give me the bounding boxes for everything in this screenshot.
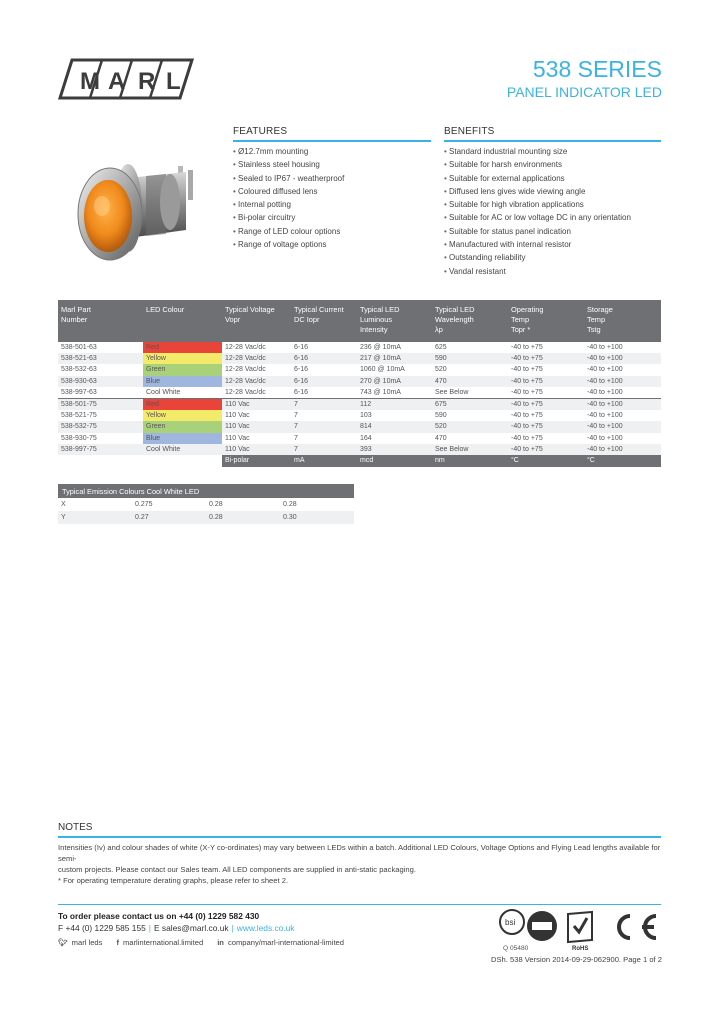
notes-title: NOTES	[58, 822, 93, 833]
features-list	[233, 145, 433, 251]
header-line: Temp	[587, 315, 606, 324]
features-rule	[233, 140, 431, 142]
twitter-icon: 🐦︎	[58, 938, 68, 947]
cell-colour: Blue	[143, 376, 222, 387]
cell-storage: -40 to +100	[587, 366, 623, 374]
cell-voltage: 110 Vac	[225, 412, 250, 420]
iso-badge-icon	[527, 911, 557, 941]
fax-number: F +44 (0) 1229 585 155	[58, 923, 146, 933]
cell-part: 538-997-63	[61, 388, 97, 396]
cell-voltage: 12-28 Vac/dc	[225, 344, 266, 351]
logo-letter-l: L	[166, 68, 181, 95]
cell-colour: Yellow	[143, 353, 222, 364]
notes-text	[58, 842, 664, 886]
cell-voltage: 12-28 Vac/dc	[222, 353, 291, 364]
header-line: Intensity	[360, 325, 388, 334]
cell-operating: -40 to +75	[508, 376, 584, 387]
benefits-list	[444, 145, 664, 278]
cell-storage: -40 to +100	[584, 444, 661, 455]
benefits-item: • Vandal resistant	[444, 265, 664, 278]
cell-voltage: 110 Vac	[225, 434, 250, 442]
cell-colour: Green	[143, 421, 222, 432]
series-subtitle: PANEL INDICATOR LED	[506, 84, 662, 100]
notes-line: * For operating temperature derating graphs, please refer to sheet 2.	[58, 876, 289, 885]
table-row	[58, 444, 661, 455]
cell-current: 6-16	[291, 376, 357, 387]
spec-column-header	[508, 300, 584, 342]
cell-intensity: 103	[360, 412, 372, 420]
cell-voltage: 12-28 Vac/dc	[225, 366, 266, 374]
benefits-item: • Manufactured with internal resistor	[444, 238, 664, 251]
cell-voltage: 110 Vac	[222, 421, 291, 432]
benefits-item: • Suitable for harsh environments	[444, 158, 664, 171]
cell-wavelength: 675	[432, 399, 508, 411]
unit-cell: mA	[291, 455, 357, 467]
cell-voltage: 12-28 Vac/dc	[225, 388, 266, 396]
cell-part: 538-532-75	[58, 421, 143, 432]
cell-storage: -40 to +100	[587, 434, 623, 442]
header-line: Marl Part	[61, 305, 91, 314]
cell-wavelength: 470	[435, 434, 447, 442]
cell-operating: -40 to +75	[511, 412, 543, 420]
notes-line: custom projects. Please contact our Sales team. All LED components are supplied in anti-static packaging.	[58, 865, 416, 874]
header-line: Operating	[511, 305, 544, 314]
marl-logo	[58, 58, 194, 100]
features-item: • Range of LED colour options	[233, 225, 433, 238]
cell-part: 538-501-63	[61, 344, 97, 351]
cell-storage: -40 to +100	[587, 388, 623, 396]
linkedin-icon: in	[217, 938, 224, 947]
cell-colour: Blue	[143, 433, 222, 444]
header-line: Luminous	[360, 315, 393, 324]
header-line: Storage	[587, 305, 613, 314]
cell-storage: -40 to +100	[584, 376, 661, 387]
spec-body	[58, 342, 661, 467]
cell-current: 7	[291, 444, 357, 455]
cell-current: 6-16	[294, 366, 309, 374]
cell-wavelength: 625	[435, 344, 447, 351]
emission-cell: 0.28	[283, 501, 297, 508]
header-line: Topr *	[511, 325, 531, 334]
emission-cell: 0.27	[132, 511, 206, 524]
header-line: LED Colour	[146, 305, 185, 314]
cell-current: 7	[291, 399, 357, 411]
rohs-icon	[568, 912, 592, 952]
cell-intensity: 112	[357, 399, 432, 411]
cell-wavelength: See Below	[432, 444, 508, 455]
contact-rule	[58, 904, 661, 905]
unit-cell: °C	[508, 455, 584, 467]
cell-operating: -40 to +75	[508, 444, 584, 455]
table-row	[58, 342, 661, 353]
features-item: • Internal potting	[233, 198, 433, 211]
facebook-link[interactable]: f marlinternational.limited	[116, 938, 204, 947]
header-line: Typical LED	[360, 305, 400, 314]
header-line: Tstg	[587, 325, 601, 334]
svg-text:RoHS: RoHS	[572, 946, 589, 952]
spec-column-header	[222, 300, 291, 342]
benefits-title: BENEFITS	[444, 126, 495, 137]
cell-colour: Red	[143, 399, 222, 411]
units-row	[58, 455, 661, 467]
benefits-item: • Suitable for AC or low voltage DC in any orientation	[444, 211, 664, 224]
features-title: FEATURES	[233, 126, 288, 137]
document-footer: DSh. 538 Version 2014-09-29-062900. Page 1 of 2	[491, 955, 662, 964]
bsi-icon	[500, 910, 524, 934]
cell-part: 538-997-75	[58, 444, 143, 455]
table-row	[58, 498, 354, 511]
cell-wavelength: 470	[432, 376, 508, 387]
header-line: Wavelength	[435, 315, 474, 324]
cell-operating: -40 to +75	[508, 421, 584, 432]
header-line: λp	[435, 325, 443, 334]
cell-colour: Yellow	[143, 410, 222, 421]
svg-text:bsi: bsi	[505, 918, 516, 927]
spec-header-row	[58, 300, 661, 342]
cell-operating: -40 to +75	[511, 388, 543, 396]
emission-cell: Y	[58, 511, 132, 524]
product-photo	[58, 126, 218, 276]
table-row	[58, 511, 354, 524]
unit-cell: °C	[584, 455, 661, 467]
cell-current: 6-16	[294, 344, 309, 351]
cell-intensity: 393	[357, 444, 432, 455]
spec-column-header	[143, 300, 222, 342]
cell-current: 6-16	[294, 388, 309, 396]
cell-wavelength: 520	[435, 366, 447, 374]
unit-cell	[58, 455, 143, 467]
cell-storage: -40 to +100	[584, 353, 661, 364]
cell-current: 7	[291, 421, 357, 432]
cell-operating: -40 to +75	[508, 399, 584, 411]
features-item: • Range of voltage options	[233, 238, 433, 251]
cell-wavelength: See Below	[435, 388, 469, 396]
spec-table	[58, 300, 661, 467]
cell-operating: -40 to +75	[511, 344, 543, 351]
table-row	[58, 410, 661, 421]
cell-colour: Cool White	[143, 444, 222, 455]
cell-intensity: 217 @ 10mA	[357, 353, 432, 364]
cell-current: 6-16	[291, 353, 357, 364]
benefits-item: • Standard industrial mounting size	[444, 145, 664, 158]
benefits-rule	[444, 140, 661, 142]
emission-cell: 0.28	[209, 501, 223, 508]
unit-cell: mcd	[357, 455, 432, 467]
cell-operating: -40 to +75	[511, 366, 543, 374]
cell-part: 538-501-75	[58, 399, 143, 411]
cell-wavelength: 590	[432, 353, 508, 364]
emission-cell: 0.30	[280, 511, 354, 524]
header-line: Vopr	[225, 315, 241, 324]
header-line: DC Iopr	[294, 315, 320, 324]
features-item: • Stainless steel housing	[233, 158, 433, 171]
notes-line: Intensities (Iv) and colour shades of white (X-Y co-ordinates) may vary between LEDs within a batch. Additional LED Colours, Voltage Options and Flying Lead lengths available for semi-	[58, 843, 661, 863]
cell-current: 7	[294, 434, 298, 442]
series-title: 538 SERIES	[532, 56, 662, 82]
cell-part: 538-521-75	[61, 412, 97, 420]
cell-storage: -40 to +100	[587, 412, 623, 420]
cell-operating: -40 to +75	[508, 353, 584, 364]
benefits-item: • Suitable for external applications	[444, 172, 664, 185]
emission-cell: 0.275	[135, 501, 153, 508]
cell-storage: -40 to +100	[584, 421, 661, 432]
cell-operating: -40 to +75	[511, 434, 543, 442]
spec-column-header	[58, 300, 143, 342]
contact-block: To order please contact us on +44 (0) 1229 582 430 F +44 (0) 1229 585 155 | E sales@marl.co.uk | www.leds.co.uk	[58, 911, 295, 933]
cell-current: 7	[294, 412, 298, 420]
benefits-item: • Outstanding reliability	[444, 251, 664, 264]
header-line: Typical Voltage	[225, 305, 275, 314]
benefits-item: • Diffused lens gives wide viewing angle	[444, 185, 664, 198]
cert-code: Q 05480	[503, 945, 529, 952]
benefits-item: • Suitable for status panel indication	[444, 225, 664, 238]
unit-cell: nm	[432, 455, 508, 467]
cell-voltage: 110 Vac	[222, 444, 291, 455]
logo-letter-m: M	[80, 68, 100, 95]
emission-cell: X	[61, 501, 66, 508]
table-row	[58, 421, 661, 432]
cell-wavelength: 520	[432, 421, 508, 432]
benefits-item: • Suitable for high vibration applications	[444, 198, 664, 211]
cell-intensity: 270 @ 10mA	[357, 376, 432, 387]
features-item: • Bi-polar circuitry	[233, 211, 433, 224]
header-line: Temp	[511, 315, 530, 324]
unit-cell: Bi-polar	[222, 455, 291, 467]
twitter-link[interactable]: 🐦︎ marl leds	[58, 938, 103, 947]
features-item: • Sealed to IP67 - weatherproof	[233, 172, 433, 185]
cell-storage: -40 to +100	[584, 399, 661, 411]
spec-column-header	[432, 300, 508, 342]
table-row	[58, 399, 661, 411]
email-link[interactable]: E sales@marl.co.uk	[153, 923, 229, 933]
cell-colour: Green	[143, 364, 222, 375]
cell-voltage: 12-28 Vac/dc	[222, 376, 291, 387]
emission-cell: 0.28	[206, 511, 280, 524]
cell-intensity: 1060 @ 10mA	[360, 366, 405, 374]
social-links	[58, 938, 344, 947]
cell-storage: -40 to +100	[587, 344, 623, 351]
table-row	[58, 387, 661, 399]
logo-letter-r: R	[138, 68, 156, 95]
features-item: • Coloured diffused lens	[233, 185, 433, 198]
header-line: Number	[61, 315, 88, 324]
features-item: • Ø12.7mm mounting	[233, 145, 433, 158]
website-link[interactable]: www.leds.co.uk	[236, 923, 295, 933]
spec-column-header	[584, 300, 661, 342]
cell-colour: Cool White	[146, 388, 181, 396]
cell-wavelength: 590	[435, 412, 447, 420]
cell-part: 538-930-75	[61, 434, 97, 442]
unit-cell	[143, 455, 222, 467]
emission-table	[58, 484, 354, 524]
header-line: Typical LED	[435, 305, 475, 314]
facebook-icon: f	[116, 938, 119, 947]
table-row	[58, 353, 661, 364]
series-heading	[507, 56, 662, 102]
spec-column-header	[291, 300, 357, 342]
table-row	[58, 364, 661, 375]
order-line: To order please contact us on +44 (0) 1229 582 430	[58, 911, 260, 921]
cell-part: 538-532-63	[61, 366, 97, 374]
notes-rule	[58, 836, 661, 838]
cell-part: 538-930-63	[58, 376, 143, 387]
logo-letter-a: A	[108, 68, 126, 95]
cell-intensity: 814	[357, 421, 432, 432]
cell-intensity: 743 @ 10mA	[360, 388, 401, 396]
emission-title: Typical Emission Colours Cool White LED	[58, 484, 354, 498]
linkedin-link[interactable]: in company/marl-international-limited	[217, 938, 344, 947]
cell-colour: Red	[143, 342, 222, 353]
table-row	[58, 376, 661, 387]
table-row	[58, 433, 661, 444]
cell-voltage: 110 Vac	[222, 399, 291, 411]
cell-intensity: 236 @ 10mA	[360, 344, 401, 351]
ce-mark-icon	[619, 916, 656, 938]
cell-part: 538-521-63	[58, 353, 143, 364]
header-line: Typical Current	[294, 305, 344, 314]
spec-column-header	[357, 300, 432, 342]
cell-intensity: 164	[360, 434, 372, 442]
